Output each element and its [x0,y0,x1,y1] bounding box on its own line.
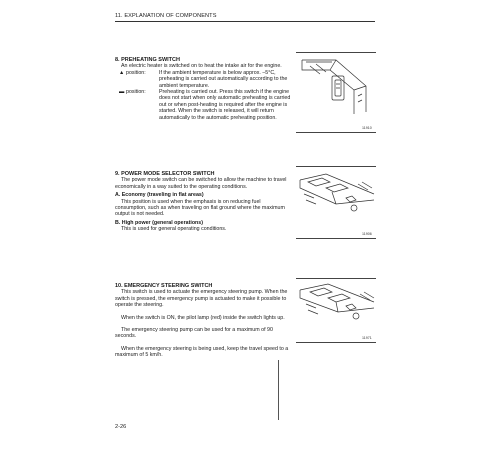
power-mode-switch-illustration [296,170,376,226]
auto-preheat-symbol-icon: ▲ [119,69,125,76]
section-title: 9. POWER MODE SELECTOR SWITCH [115,171,215,177]
emergency-steering-switch-illustration [296,282,376,336]
figure-code: 11906 [362,232,372,236]
section-preheating [115,57,291,121]
mode-label: position: [126,69,146,76]
mode-description: Preheating is carried out. Press this switch if the engine does not start when only automatic preheating is carried out or when post-heating is required after the engine is started. When the switch is released, it will return automatically to the automatic preheating position. [159,89,291,121]
paragraph: This switch is used to actuate the emergency steering pump. When the switch is pressed, the emergency pump is actuated to make it possible to operate the steering. [115,289,288,309]
mode-row [115,89,291,121]
section-power-mode [115,171,291,233]
page-header: 11. EXPLANATION OF COMPONENTS [115,13,217,19]
section-emergency-steering [115,283,291,359]
section-title: 8. PREHEATING SWITCH [115,57,180,63]
figure-code: 11971 [362,336,372,340]
paragraph: When the switch is ON, the pilot lamp (red) inside the switch lights up. [121,314,285,321]
option-title: B. High power (general operations) [115,219,203,226]
paragraph: When the emergency steering is being used, keep the travel speed to a maximum of 5 km/h. [115,345,289,359]
figure-emergency-steering-switch [296,278,376,348]
section-intro: An electric heater is switched on to heat the intake air for the engine. [121,63,282,70]
option-title: A. Economy (traveling in flat areas) [115,192,204,199]
option-text: This is used for general operating conditions. [121,226,227,233]
margin-line [278,360,279,420]
option-text: This position is used when the emphasis is on reducing fuel consumption, such as when traveling on flat ground where the maximum output is not needed. [115,198,285,218]
header-rule [115,21,375,22]
section-title: 10. EMERGENCY STEERING SWITCH [115,283,213,289]
preheating-switch-illustration [296,56,376,118]
figure-preheating-switch [296,52,376,142]
paragraph: The emergency steering pump can be used for a maximum of 90 seconds. [115,327,273,340]
mode-row [115,70,291,89]
figure-power-mode-switch [296,166,376,246]
page-number: 2-26 [115,424,127,430]
figure-code: 11910 [362,126,372,130]
mode-label: position: [126,89,146,96]
section-intro: The power mode switch can be switched to allow the machine to travel economically in a way suited to the operating conditions. [115,177,287,190]
manual-preheat-symbol-icon: ▬ [119,89,125,96]
mode-description: If the ambient temperature is below approx. –5°C, preheating is carried out automatically according to the ambient temperature. [159,69,288,89]
